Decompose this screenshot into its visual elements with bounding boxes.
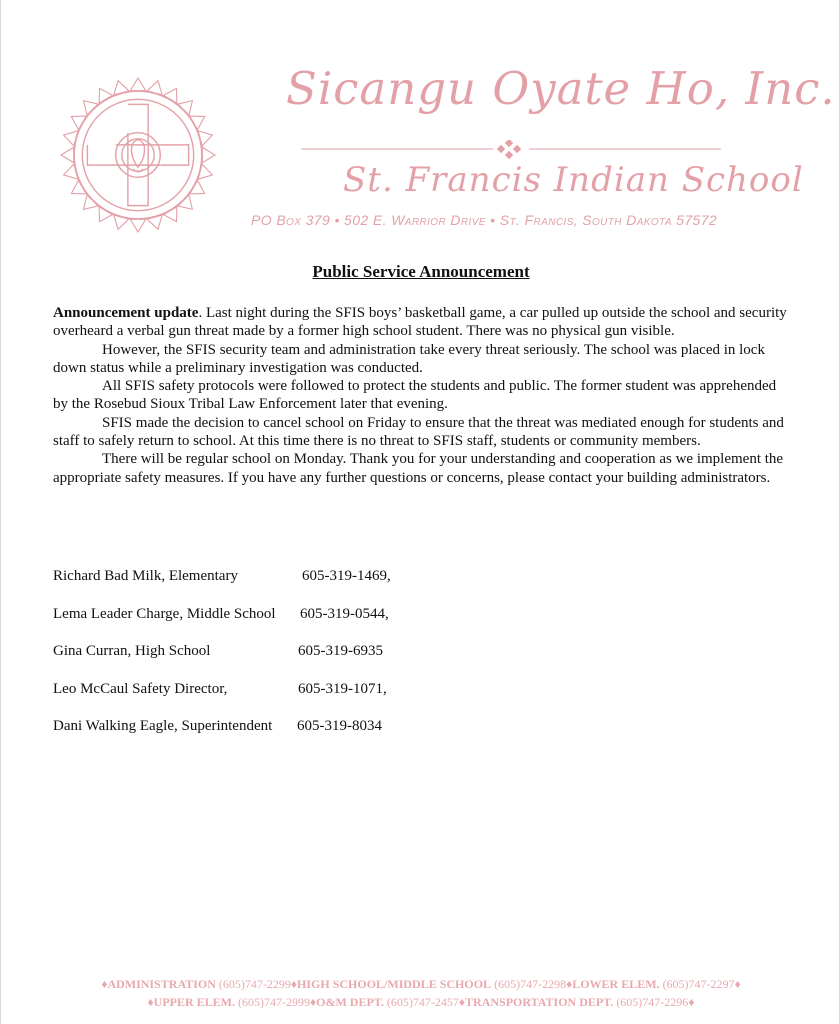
footer-phone: (605)747-2296: [616, 995, 689, 1009]
school-name: St. Francis Indian School: [343, 160, 804, 200]
seal-triangle: [190, 180, 205, 193]
contact-phone: 605-319-1071,: [298, 680, 387, 697]
page-title: Public Service Announcement: [312, 262, 530, 281]
footer-phone: (605)747-2298: [494, 977, 567, 991]
seal-triangle: [61, 147, 74, 163]
contact-name: Dani Walking Eagle, Superintendent: [53, 718, 273, 735]
contact-name: Leo McCaul Safety Director,: [53, 680, 228, 697]
seal-triangle: [71, 180, 86, 193]
contact-phone: 605-319-8034: [297, 718, 382, 735]
footer-phone: (605)747-2297: [662, 977, 735, 991]
footer-line: ♦ADMINISTRATION (605)747-2299♦HIGH SCHOOL/MIDDLE SCHOOL (605)747-2298♦LOWER ELEM. (605)747-2297♦: [101, 977, 741, 991]
announcement-lead-text: . Last night during the SFIS boys’ basketball game, a car pulled up outside the school and security overheard a verbal gun threat made by a former high school student. There was no physical gun visible.: [53, 305, 787, 340]
seal-triangle: [202, 147, 215, 163]
letterhead-divider: [301, 140, 721, 160]
seal-triangle: [71, 116, 86, 129]
announcement-paragraph: There will be regular school on Monday. Thank you for your understanding and cooperation as we implement the appropriate safety measures. If you have any further questions or concerns, please contact your building administrators.: [53, 451, 784, 486]
footer-phone: (605)747-2299: [218, 977, 291, 991]
announcement-lead: Announcement update: [53, 305, 199, 321]
contact-phone: 605-319-6935: [298, 643, 383, 660]
footer-phone: (605)747-2457: [386, 995, 459, 1009]
contact-phone: 605-319-1469,: [302, 568, 391, 584]
school-address: PO Box 379 • 502 E. Warrior Drive • St. Francis, South Dakota 57572: [251, 212, 718, 228]
footer-dept: UPPER ELEM.: [153, 995, 236, 1009]
seal-triangle: [190, 116, 205, 129]
footer-line: ♦UPPER ELEM. (605)747-2999♦O&M DEPT. (605)747-2457♦TRANSPORTATION DEPT. (605)747-2296♦: [147, 995, 695, 1009]
contact-name: Richard Bad Milk, Elementary: [53, 568, 238, 584]
seal-triangle: [99, 207, 112, 222]
footer-dept: ADMINISTRATION: [107, 977, 216, 991]
announcement-paragraph: [53, 304, 793, 341]
contact-phone: 605-319-0544,: [300, 605, 389, 622]
footer-dept: HIGH SCHOOL/MIDDLE SCHOOL: [297, 977, 492, 991]
footer-dept: TRANSPORTATION DEPT.: [465, 995, 614, 1009]
contact-name: Lema Leader Charge, Middle School: [53, 605, 276, 622]
announcement-body: [53, 304, 793, 487]
announcement-paragraph: SFIS made the decision to cancel school on Friday to ensure that the threat was mediated enough for students and staff to safely return to school. At this time there is no threat to SFIS staff, students or community members.: [53, 414, 784, 450]
seal-triangle: [163, 207, 176, 222]
footer-phone: (605)747-2999: [238, 995, 311, 1009]
seal-triangle: [99, 88, 112, 103]
seal-triangle: [130, 78, 146, 91]
announcement-paragraph: However, the SFIS security team and administration take every threat seriously. The school was placed in lock down status while a preliminary investigation was conducted.: [53, 341, 765, 376]
contact-name: Gina Curran, High School: [53, 643, 211, 660]
footer-directory: [1, 975, 840, 1011]
organization-name: Sicangu Oyate Ho, Inc.: [286, 62, 836, 115]
footer-dept: O&M DEPT.: [316, 995, 384, 1009]
seal-triangle: [163, 88, 176, 103]
announcement-paragraph: All SFIS safety protocols were followed to protect the students and public. The former student was apprehended by the Rosebud Sioux Tribal Law Enforcement later that evening.: [53, 378, 777, 413]
seal-triangle: [130, 219, 146, 232]
footer-dept: LOWER ELEM.: [572, 977, 660, 991]
school-seal-logo: [57, 74, 219, 236]
